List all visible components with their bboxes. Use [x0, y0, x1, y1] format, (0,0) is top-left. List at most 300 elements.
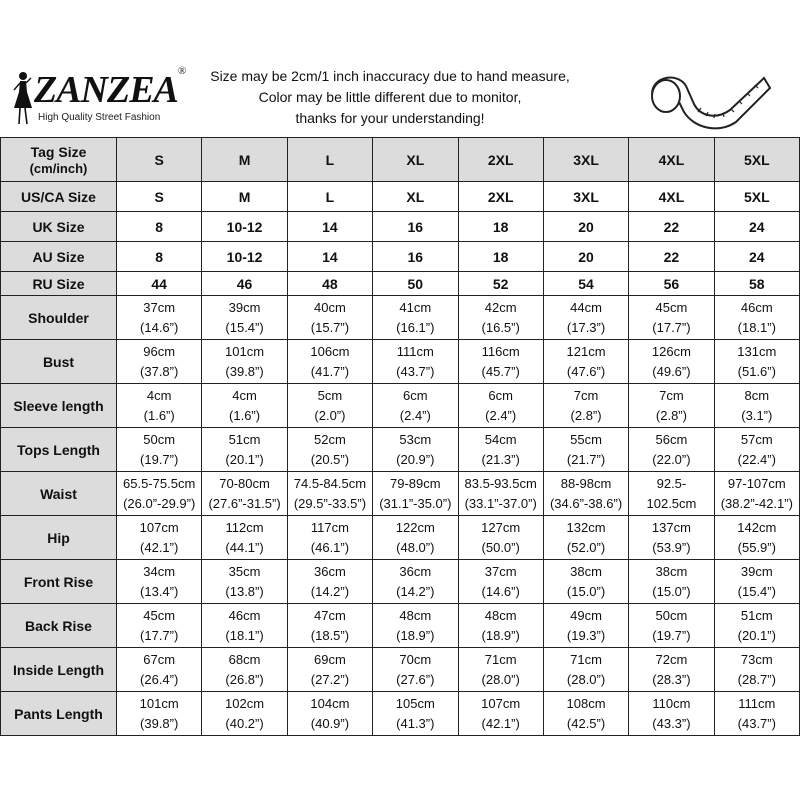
cell-inch: (14.6”)	[140, 319, 179, 335]
table-cell: 20	[543, 212, 628, 242]
table-cell	[714, 692, 799, 736]
table-cell	[373, 384, 458, 428]
cell-cm: 65.5-75.5cm	[123, 475, 196, 491]
cell-inch: (39.8”)	[140, 715, 179, 731]
row-label: US/CA Size	[1, 182, 117, 212]
table-cell	[543, 648, 628, 692]
table-cell	[714, 560, 799, 604]
table-cell	[117, 516, 202, 560]
table-row	[1, 272, 800, 296]
table-cell	[202, 692, 287, 736]
cell-cm: 46cm	[740, 299, 773, 315]
table-cell: L	[287, 182, 372, 212]
cell-inch: (55.9”)	[737, 539, 776, 555]
table-cell	[117, 472, 202, 516]
size-header-cell: 3XL	[543, 138, 628, 182]
cell-inch: (42.1”)	[140, 539, 179, 555]
cell-cm: 50cm	[655, 607, 688, 623]
table-cell	[373, 560, 458, 604]
cell-cm: 36cm	[399, 563, 432, 579]
table-cell	[543, 604, 628, 648]
size-header-row	[1, 138, 800, 182]
table-cell: 24	[714, 242, 799, 272]
table-cell: 24	[714, 212, 799, 242]
cell-inch: (3.1”)	[741, 407, 773, 423]
row-label-sub: (cm/inch)	[29, 160, 88, 176]
table-cell: 3XL	[543, 182, 628, 212]
cell-inch: (13.8”)	[225, 583, 264, 599]
cell-inch: (28.3”)	[652, 671, 691, 687]
table-cell	[202, 296, 287, 340]
cell-inch: (44.1”)	[225, 539, 264, 555]
cell-inch: (43.7”)	[396, 363, 435, 379]
table-cell	[287, 472, 372, 516]
table-cell	[373, 472, 458, 516]
table-cell	[543, 472, 628, 516]
cell-inch: (22.4”)	[737, 451, 776, 467]
cell-cm: 47cm	[314, 607, 346, 623]
size-header-cell: L	[287, 138, 372, 182]
table-cell	[117, 692, 202, 736]
cell-inch: (28.0”)	[481, 671, 520, 687]
table-cell: 58	[714, 272, 799, 296]
cell-cm: 101cm	[225, 343, 265, 359]
table-cell	[629, 560, 714, 604]
table-cell	[373, 340, 458, 384]
cell-cm: 49cm	[570, 607, 602, 623]
cell-cm: 37cm	[484, 563, 517, 579]
table-cell	[458, 516, 543, 560]
row-label: Shoulder	[1, 296, 117, 340]
size-header-cell: S	[117, 138, 202, 182]
cell-cm: 121cm	[566, 343, 606, 359]
table-row	[1, 560, 800, 604]
cell-inch: (27.6”-31.5”)	[208, 495, 281, 511]
cell-inch: (15.7”)	[310, 319, 350, 335]
cell-cm: 142cm	[737, 519, 777, 535]
table-cell	[202, 604, 287, 648]
cell-cm: 71cm	[484, 651, 517, 667]
table-cell: 56	[629, 272, 714, 296]
cell-cm: 51cm	[740, 607, 773, 623]
row-label: Bust	[1, 340, 117, 384]
table-cell	[629, 384, 714, 428]
cell-inch: (40.2”)	[225, 715, 264, 731]
table-cell	[373, 428, 458, 472]
table-cell	[714, 648, 799, 692]
table-cell: 52	[458, 272, 543, 296]
cell-cm: 92.5-	[656, 475, 687, 491]
table-cell	[458, 648, 543, 692]
cell-cm: 97-107cm	[727, 475, 786, 491]
cell-inch: (1.6”)	[143, 407, 175, 423]
cell-inch: (20.5”)	[310, 451, 350, 467]
cell-inch: (41.3”)	[396, 715, 435, 731]
table-cell	[202, 472, 287, 516]
cell-inch: (51.6”)	[737, 363, 776, 379]
notice-line: Size may be 2cm/1 inch inaccuracy due to hand measure,	[210, 68, 570, 84]
cell-cm: 127cm	[481, 519, 521, 535]
cell-cm: 54cm	[484, 431, 517, 447]
table-cell	[543, 384, 628, 428]
table-cell	[714, 604, 799, 648]
cell-cm: 52cm	[314, 431, 346, 447]
table-cell	[629, 296, 714, 340]
size-header-cell: 4XL	[629, 138, 714, 182]
table-cell: 16	[373, 212, 458, 242]
cell-inch: (29.5”-33.5”)	[293, 495, 367, 511]
cell-inch: (20.9”)	[396, 451, 435, 467]
cell-inch: (14.6”)	[481, 583, 520, 599]
cell-cm: 67cm	[143, 651, 176, 667]
cell-inch: (15.0”)	[566, 583, 606, 599]
table-cell	[373, 516, 458, 560]
table-row	[1, 516, 800, 560]
cell-inch: (22.0”)	[652, 451, 691, 467]
cell-cm: 44cm	[570, 299, 602, 315]
cell-inch: (26.8”)	[225, 671, 264, 687]
table-row	[1, 212, 800, 242]
table-cell	[202, 560, 287, 604]
cell-cm: 68cm	[228, 651, 261, 667]
cell-cm: 4cm	[146, 387, 172, 403]
brand-name: ZANZEA®	[34, 65, 186, 111]
cell-cm: 39cm	[228, 299, 261, 315]
table-cell	[373, 604, 458, 648]
cell-inch: (34.6”-38.6”)	[549, 495, 623, 511]
cell-cm: 36cm	[314, 563, 346, 579]
cell-inch: (19.7”)	[652, 627, 691, 643]
cell-cm: 71cm	[570, 651, 602, 667]
table-cell: 46	[202, 272, 287, 296]
cell-inch: (14.2”)	[396, 583, 435, 599]
cell-cm: 102cm	[225, 695, 265, 711]
table-cell	[458, 604, 543, 648]
cell-cm: 4cm	[232, 387, 257, 403]
cell-inch: (21.3”)	[481, 451, 520, 467]
table-cell	[458, 296, 543, 340]
notice-text	[190, 66, 590, 129]
table-row	[1, 692, 800, 736]
cell-cm: 41cm	[399, 299, 432, 315]
cell-cm: 132cm	[566, 519, 606, 535]
cell-cm: 45cm	[143, 607, 176, 623]
table-cell	[202, 384, 287, 428]
cell-cm: 38cm	[655, 563, 688, 579]
row-label: Inside Length	[1, 648, 117, 692]
cell-inch: (18.5”)	[310, 627, 350, 643]
table-cell	[202, 648, 287, 692]
cell-inch: (17.7”)	[140, 627, 179, 643]
cell-inch: (49.6”)	[652, 363, 691, 379]
cell-cm: 69cm	[314, 651, 346, 667]
table-cell: 18	[458, 242, 543, 272]
row-label: RU Size	[1, 272, 117, 296]
cell-cm: 40cm	[314, 299, 346, 315]
cell-inch: (18.9”)	[481, 627, 520, 643]
notice-line: thanks for your understanding!	[295, 110, 485, 126]
table-cell	[458, 428, 543, 472]
row-label: Tops Length	[1, 428, 117, 472]
table-cell	[629, 692, 714, 736]
cell-inch: (42.5”)	[566, 715, 606, 731]
table-cell: 22	[629, 242, 714, 272]
cell-cm: 104cm	[310, 695, 350, 711]
cell-cm: 42cm	[484, 299, 517, 315]
cell-cm: 53cm	[399, 431, 432, 447]
cell-inch: (15.4”)	[737, 583, 776, 599]
cell-cm: 105cm	[395, 695, 435, 711]
table-cell	[287, 340, 372, 384]
table-row	[1, 472, 800, 516]
cell-cm: 74.5-84.5cm	[293, 475, 367, 491]
table-cell	[202, 516, 287, 560]
cell-inch: (18.1”)	[737, 319, 776, 335]
cell-cm: 70cm	[399, 651, 432, 667]
cell-inch: (50.0”)	[481, 539, 520, 555]
cell-cm: 56cm	[655, 431, 688, 447]
brand-tagline: High Quality Street Fashion	[38, 112, 161, 123]
row-label: Back Rise	[1, 604, 117, 648]
table-cell	[714, 516, 799, 560]
cell-cm: 8cm	[744, 387, 770, 403]
cell-inch: (42.1”)	[481, 715, 520, 731]
cell-inch: (40.9”)	[310, 715, 350, 731]
cell-inch: (2.8”)	[570, 407, 602, 423]
cell-cm: 73cm	[740, 651, 773, 667]
cell-inch: (2.8”)	[655, 407, 687, 423]
cell-inch: (33.1”-37.0”)	[464, 495, 537, 511]
table-cell	[714, 472, 799, 516]
row-label	[1, 138, 117, 182]
table-cell	[287, 516, 372, 560]
cell-inch: (27.6”)	[396, 671, 435, 687]
table-cell	[287, 560, 372, 604]
table-cell: 50	[373, 272, 458, 296]
cell-inch: (16.1”)	[396, 319, 435, 335]
table-cell	[117, 384, 202, 428]
table-cell: 8	[117, 242, 202, 272]
table-cell: M	[202, 182, 287, 212]
cell-cm: 57cm	[740, 431, 773, 447]
cell-inch: (2.4”)	[485, 407, 517, 423]
size-header-cell: 2XL	[458, 138, 543, 182]
table-cell	[629, 516, 714, 560]
table-cell	[543, 296, 628, 340]
table-cell: 18	[458, 212, 543, 242]
table-cell: 22	[629, 212, 714, 242]
cell-inch: (19.7”)	[140, 451, 179, 467]
row-label: Front Rise	[1, 560, 117, 604]
cell-cm: 46cm	[228, 607, 261, 623]
cell-cm: 72cm	[655, 651, 688, 667]
cell-cm: 126cm	[651, 343, 691, 359]
table-cell	[202, 340, 287, 384]
cell-inch: (17.3”)	[566, 319, 606, 335]
cell-cm: 39cm	[740, 563, 773, 579]
table-cell: 10-12	[202, 212, 287, 242]
cell-cm: 35cm	[228, 563, 261, 579]
cell-cm: 106cm	[310, 343, 350, 359]
cell-inch: (26.0”-29.9”)	[123, 495, 196, 511]
cell-inch: (37.8”)	[140, 363, 179, 379]
table-cell	[117, 296, 202, 340]
cell-inch: (15.0”)	[652, 583, 691, 599]
cell-inch: (46.1”)	[310, 539, 350, 555]
cell-cm: 117cm	[310, 519, 349, 535]
table-cell	[458, 384, 543, 428]
cell-inch: (39.8”)	[225, 363, 264, 379]
size-header-cell: 5XL	[714, 138, 799, 182]
cell-cm: 5cm	[317, 387, 343, 403]
cell-cm: 131cm	[737, 343, 777, 359]
table-cell	[629, 604, 714, 648]
cell-inch: (18.1”)	[225, 627, 264, 643]
table-cell	[373, 648, 458, 692]
cell-cm: 83.5-93.5cm	[464, 475, 537, 491]
table-cell	[458, 560, 543, 604]
cell-inch: (1.6”)	[229, 407, 261, 423]
cell-inch: (52.0”)	[566, 539, 606, 555]
table-cell	[714, 296, 799, 340]
table-cell: S	[117, 182, 202, 212]
cell-inch: (43.3”)	[652, 715, 691, 731]
row-label: Pants Length	[1, 692, 117, 736]
row-label: Sleeve length	[1, 384, 117, 428]
row-label: Waist	[1, 472, 117, 516]
cell-cm: 112cm	[225, 519, 264, 535]
table-cell	[287, 648, 372, 692]
size-chart-table	[0, 137, 800, 736]
table-row	[1, 296, 800, 340]
cell-cm: 111cm	[738, 695, 776, 711]
cell-cm: 50cm	[143, 431, 176, 447]
table-cell	[287, 296, 372, 340]
cell-inch: (48.0”)	[396, 539, 435, 555]
brand-logo	[8, 65, 186, 128]
table-cell	[543, 340, 628, 384]
cell-cm: 55cm	[570, 431, 602, 447]
cell-inch: (19.3”)	[566, 627, 606, 643]
table-cell	[373, 692, 458, 736]
table-cell: 44	[117, 272, 202, 296]
table-cell	[629, 472, 714, 516]
cell-cm: 96cm	[143, 343, 176, 359]
cell-inch: (2.0”)	[314, 407, 346, 423]
table-cell: 14	[287, 242, 372, 272]
cell-inch: (38.2”-42.1”)	[720, 495, 793, 511]
table-cell	[287, 428, 372, 472]
table-row	[1, 384, 800, 428]
header	[0, 62, 800, 134]
table-cell	[629, 428, 714, 472]
cell-cm: 101cm	[139, 695, 179, 711]
cell-cm: 34cm	[143, 563, 176, 579]
table-cell	[117, 340, 202, 384]
cell-cm: 48cm	[399, 607, 432, 623]
cell-inch: (27.2”)	[310, 671, 350, 687]
table-row	[1, 648, 800, 692]
cell-inch: (15.4”)	[225, 319, 264, 335]
cell-inch: (31.1”-35.0”)	[379, 495, 452, 511]
table-cell	[543, 516, 628, 560]
cell-cm: 111cm	[396, 343, 434, 359]
table-cell: 48	[287, 272, 372, 296]
cell-cm: 107cm	[481, 695, 521, 711]
cell-cm: 48cm	[484, 607, 517, 623]
cell-cm: 70-80cm	[219, 475, 270, 491]
table-cell	[287, 604, 372, 648]
cell-inch: (45.7”)	[481, 363, 520, 379]
cell-cm: 107cm	[139, 519, 179, 535]
cell-inch: (41.7”)	[310, 363, 350, 379]
cell-cm: 7cm	[659, 387, 684, 403]
cell-cm: 45cm	[655, 299, 688, 315]
table-cell	[287, 692, 372, 736]
size-header-cell: XL	[373, 138, 458, 182]
cell-inch: (28.7”)	[737, 671, 776, 687]
cell-inch: (28.0”)	[566, 671, 606, 687]
table-cell: 5XL	[714, 182, 799, 212]
table-cell	[117, 428, 202, 472]
table-cell	[458, 692, 543, 736]
cell-inch: (16.5”)	[481, 319, 520, 335]
table-cell	[543, 692, 628, 736]
row-label: AU Size	[1, 242, 117, 272]
table-cell	[458, 472, 543, 516]
cell-inch: (43.7”)	[737, 715, 776, 731]
table-cell	[117, 560, 202, 604]
table-cell	[714, 340, 799, 384]
table-cell: 14	[287, 212, 372, 242]
cell-cm: 110cm	[652, 695, 691, 711]
size-header-cell: M	[202, 138, 287, 182]
cell-cm: 6cm	[488, 387, 513, 403]
table-row	[1, 182, 800, 212]
table-cell	[117, 604, 202, 648]
table-cell	[714, 428, 799, 472]
cell-cm: 38cm	[570, 563, 602, 579]
table-cell	[543, 560, 628, 604]
table-cell	[287, 384, 372, 428]
cell-inch: (17.7”)	[652, 319, 691, 335]
cell-cm: 79-89cm	[390, 475, 441, 491]
cell-inch: (21.7”)	[566, 451, 606, 467]
cell-cm: 7cm	[573, 387, 599, 403]
table-cell: 2XL	[458, 182, 543, 212]
cell-inch: (53.9”)	[652, 539, 691, 555]
measuring-tape-icon	[638, 64, 772, 130]
table-cell: 10-12	[202, 242, 287, 272]
cell-cm: 122cm	[395, 519, 435, 535]
cell-inch: (20.1”)	[737, 627, 776, 643]
table-cell: 4XL	[629, 182, 714, 212]
cell-inch: (14.2”)	[310, 583, 350, 599]
woman-silhouette-icon	[8, 70, 36, 126]
cell-inch: (13.4”)	[140, 583, 179, 599]
cell-inch: (18.9”)	[396, 627, 435, 643]
cell-inch: 102.5cm	[646, 495, 697, 511]
table-cell	[117, 648, 202, 692]
table-cell	[458, 340, 543, 384]
table-cell: 54	[543, 272, 628, 296]
row-label-main: Tag Size	[30, 143, 87, 160]
cell-cm: 116cm	[481, 343, 520, 359]
cell-inch: (20.1”)	[225, 451, 264, 467]
table-row	[1, 242, 800, 272]
table-row	[1, 340, 800, 384]
table-cell: XL	[373, 182, 458, 212]
